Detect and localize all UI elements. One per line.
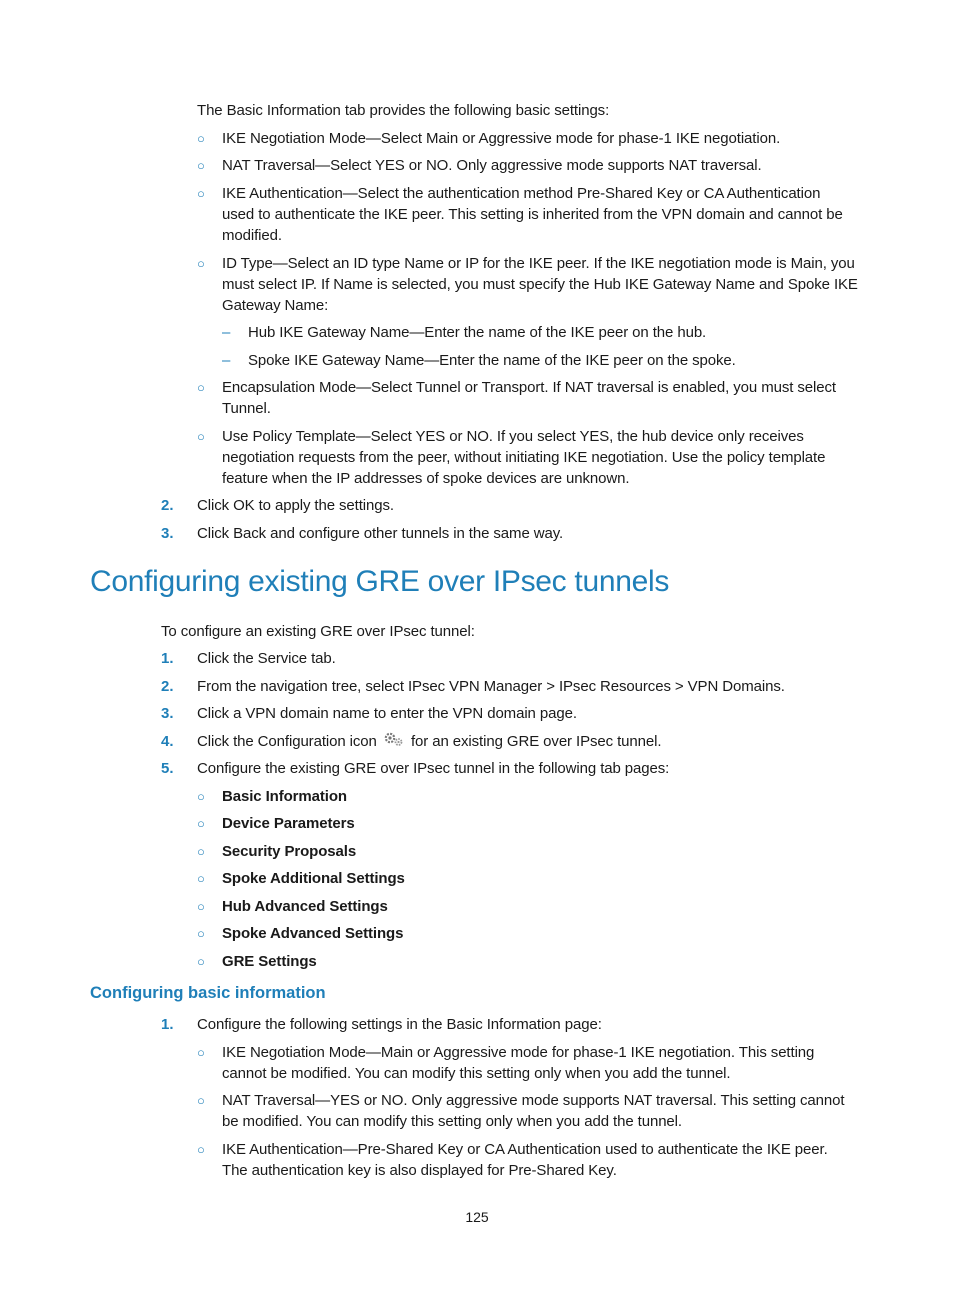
- setting-policy-line2: negotiation requests from the peer, without initiating IKE negotiation. Use the policy template: [222, 449, 826, 466]
- setting-policy-line1: Use Policy Template—Select YES or NO. If you select YES, the hub device only receives: [222, 428, 804, 445]
- basic-nat-line2: be modified. You can modify this setting only when you add the tunnel.: [222, 1113, 682, 1130]
- setting-ike-auth-line2: used to authenticate the IKE peer. This setting is inherited from the VPN domain and cannot be: [222, 206, 843, 223]
- setting-id-type-line3: Gateway Name:: [222, 297, 329, 314]
- step-number: 3.: [161, 525, 174, 542]
- step-number: 3.: [161, 705, 174, 722]
- step-number: 2.: [161, 678, 174, 695]
- setting-ike-mode: IKE Negotiation Mode—Select Main or Aggressive mode for phase-1 IKE negotiation.: [222, 130, 781, 147]
- configuration-gear-icon: [383, 732, 405, 748]
- subsection-heading: Configuring basic information: [90, 984, 326, 1002]
- bullet: ○: [197, 899, 205, 914]
- step-text: Configure the following settings in the Basic Information page:: [197, 1016, 602, 1033]
- bullet: ○: [197, 1045, 205, 1060]
- bullet: ○: [197, 186, 205, 201]
- step-text: Click Back and configure other tunnels in the same way.: [197, 525, 564, 542]
- setting-spoke-gateway: Spoke IKE Gateway Name—Enter the name of the IKE peer on the spoke.: [248, 352, 736, 369]
- setting-id-type-line2: must select IP. If Name is selected, you must specify the Hub IKE Gateway Name and Spoke IKE: [222, 276, 858, 293]
- step-number: 2.: [161, 497, 174, 514]
- tab-page-item: GRE Settings: [222, 953, 317, 970]
- setting-encap-line2: Tunnel.: [222, 400, 271, 417]
- setting-id-type-line1: ID Type—Select an ID type Name or IP for the IKE peer. If the IKE negotiation mode is Main, you: [222, 255, 855, 272]
- step-number: 1.: [161, 650, 174, 667]
- step-text-after-icon: for an existing GRE over IPsec tunnel.: [410, 733, 662, 750]
- intro-text: The Basic Information tab provides the following basic settings:: [197, 102, 610, 119]
- bullet: ○: [197, 844, 205, 859]
- setting-policy-line3: feature when the IP addresses of spoke devices are unknown.: [222, 470, 630, 487]
- basic-ike-mode-line1: IKE Negotiation Mode—Main or Aggressive mode for phase-1 IKE negotiation. This setting: [222, 1044, 815, 1061]
- tab-page-item: Spoke Additional Settings: [222, 870, 405, 887]
- basic-auth-line2: The authentication key is also displayed for Pre-Shared Key.: [222, 1162, 617, 1179]
- bullet: ○: [197, 789, 205, 804]
- section-intro: To configure an existing GRE over IPsec tunnel:: [161, 623, 475, 640]
- step-text-before-icon: Click the Configuration icon: [197, 733, 377, 750]
- basic-nat-line1: NAT Traversal—YES or NO. Only aggressive mode supports NAT traversal. This setting cannot: [222, 1092, 845, 1109]
- dash: –: [222, 324, 231, 341]
- step-text: Click OK to apply the settings.: [197, 497, 394, 514]
- step-number: 1.: [161, 1016, 174, 1033]
- step-text: [197, 731, 661, 752]
- tab-page-item: Security Proposals: [222, 843, 357, 860]
- basic-auth-line1: IKE Authentication—Pre-Shared Key or CA Authentication used to authenticate the IKE peer.: [222, 1141, 828, 1158]
- step-text: Click the Service tab.: [197, 650, 336, 667]
- tab-page-item: Hub Advanced Settings: [222, 898, 388, 915]
- bullet: ○: [197, 871, 205, 886]
- bullet: ○: [197, 1142, 205, 1157]
- setting-encap-line1: Encapsulation Mode—Select Tunnel or Transport. If NAT traversal is enabled, you must select: [222, 379, 836, 396]
- step-text: From the navigation tree, select IPsec VPN Manager > IPsec Resources > VPN Domains.: [197, 678, 785, 695]
- bullet: ○: [197, 256, 205, 271]
- bullet: ○: [197, 158, 205, 173]
- bullet: ○: [197, 1093, 205, 1108]
- setting-nat: NAT Traversal—Select YES or NO. Only aggressive mode supports NAT traversal.: [222, 157, 762, 174]
- bullet: ○: [197, 380, 205, 395]
- bullet: ○: [197, 429, 205, 444]
- setting-ike-auth-line1: IKE Authentication—Select the authentication method Pre-Shared Key or CA Authentication: [222, 185, 821, 202]
- section-heading: Configuring existing GRE over IPsec tunnels: [90, 565, 670, 598]
- bullet: ○: [197, 954, 205, 969]
- step-number: 5.: [161, 760, 174, 777]
- step-number: 4.: [161, 733, 174, 750]
- step-text: Click a VPN domain name to enter the VPN domain page.: [197, 705, 577, 722]
- bullet: ○: [197, 131, 205, 146]
- step-text: Configure the existing GRE over IPsec tunnel in the following tab pages:: [197, 760, 670, 777]
- bullet: ○: [197, 926, 205, 941]
- basic-ike-mode-line2: cannot be modified. You can modify this setting only when you add the tunnel.: [222, 1065, 731, 1082]
- tab-page-item: Spoke Advanced Settings: [222, 925, 404, 942]
- tab-page-item: Device Parameters: [222, 815, 355, 832]
- page-number: 125: [465, 1209, 489, 1225]
- dash: –: [222, 352, 231, 369]
- bullet: ○: [197, 816, 205, 831]
- setting-ike-auth-line3: modified.: [222, 227, 282, 244]
- setting-hub-gateway: Hub IKE Gateway Name—Enter the name of the IKE peer on the hub.: [248, 324, 707, 341]
- tab-page-item: Basic Information: [222, 788, 347, 805]
